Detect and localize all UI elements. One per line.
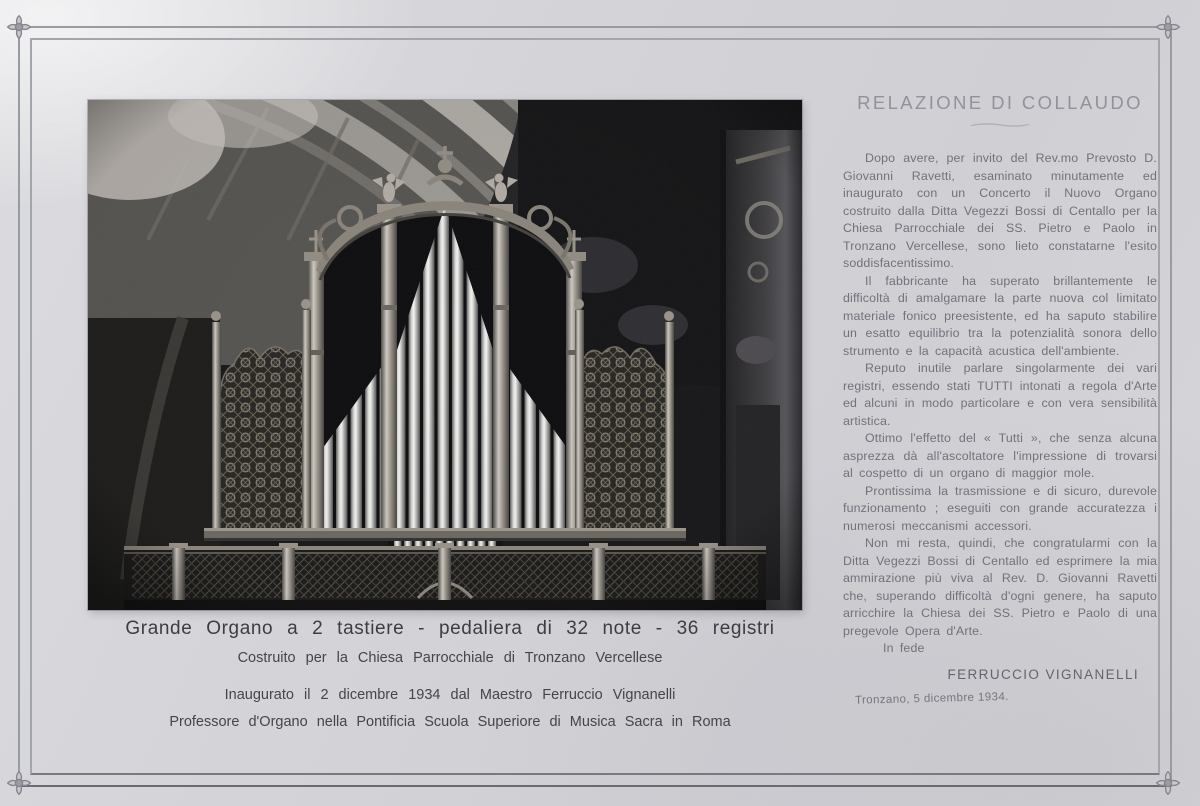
photo-caption	[92, 618, 808, 730]
corner-rosette-icon	[1154, 769, 1182, 797]
report-paragraph: Non mi resta, quindi, che congratularmi con la Ditta Vegezzi Bossi di Centallo ed esprimere la mia ammirazione più viva al Rev. D. Giovanni Ravetti che, superando difficoltà d'ogni genere, ha saputo arricchire la Chiesa dei SS. Pietro e Paolo di una pregevole Opera d'Arte.	[843, 536, 1157, 638]
caption-line-professor: Professore d'Organo nella Pontificia Scuola Superiore di Musica Sacra in Roma	[169, 714, 731, 730]
report-paragraph: Dopo avere, per invito del Rev.mo Prevosto D. Giovanni Ravetti, esaminato minutamente ed inaugurato con un Concerto il Nuovo Organo costruito dalla Ditta Vegezzi Bossi di Centallo per la Chiesa Parrocchiale dei SS. Pietro e Paolo in Tronzano Vercellese, sono lieto constatarne l'esito soddisfacentissimo.	[843, 151, 1157, 270]
report-paragraph: Ottimo l'effetto del « Tutti », che senza alcuna asprezza dà all'ascoltatore l'impressione di trovarsi al cospetto di un organo di maggior mole.	[843, 431, 1157, 480]
corner-rosette-icon	[5, 13, 33, 41]
report-closing: In fede	[883, 641, 925, 655]
caption-line-organ-specs: Grande Organo a 2 tastiere - pedaliera di 32 note - 36 registri	[125, 618, 775, 639]
corner-rosette-icon	[1154, 13, 1182, 41]
title-flourish-icon	[968, 121, 1032, 128]
dateline: Tronzano, 5 dicembre 1934.	[854, 690, 1009, 707]
organ-photo	[88, 100, 802, 610]
report-paragraph: Reputo inutile parlare singolarmente dei vari registri, essendo stati TUTTI intonati a regola d'Arte ed alcuni in modo particolare e con vera sensibilità artistica.	[843, 361, 1157, 428]
report-paragraph: Prontissima la trasmissione e di sicuro, durevole funzionamento ; eseguiti con grande accuratezza i numerosi meccanismi accessori.	[843, 483, 1157, 533]
caption-line-inaugurated: Inaugurato il 2 dicembre 1934 dal Maestro Ferruccio Vignanelli	[224, 687, 676, 703]
signature: FERRUCCIO VIGNANELLI	[947, 666, 1139, 682]
report-paragraph: Il fabbricante ha superato brillantemente le difficoltà di amalgamare la parte nuova col limitato materiale fonico preesistente, ed ha saputo stabilire un esatto equilibrio tra la potenzialità sonora dello strumento e la capacità acustica dell'ambiente.	[843, 273, 1157, 358]
report-body	[843, 150, 1157, 658]
report-column	[843, 92, 1157, 707]
report-title: RELAZIONE DI COLLAUDO	[857, 92, 1143, 113]
corner-rosette-icon	[5, 769, 33, 797]
caption-line-built-for: Costruito per la Chiesa Parrocchiale di Tronzano Vercellese	[237, 650, 663, 666]
